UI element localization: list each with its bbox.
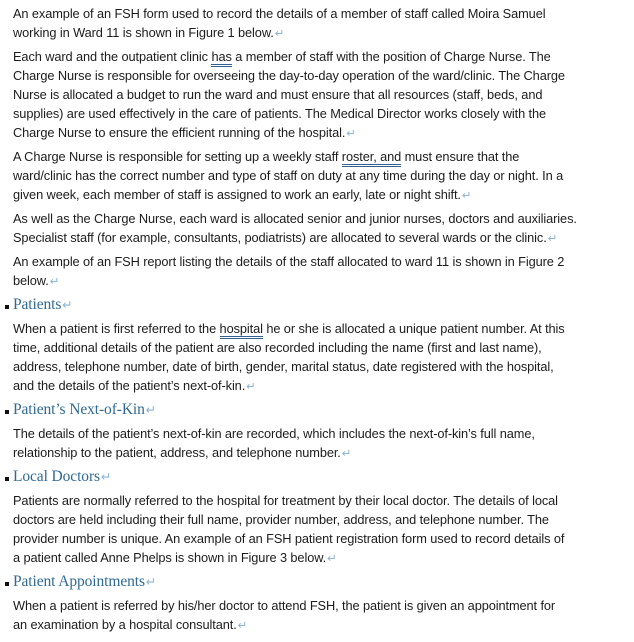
- paragraph-mark-icon: ↵: [246, 379, 256, 393]
- paragraph-mark-icon: ↵: [62, 297, 73, 312]
- paragraph: [13, 47, 628, 142]
- section-heading-label: Patient’s Next-of-Kin: [13, 401, 145, 418]
- paragraph-line: [13, 615, 628, 634]
- paragraph-line: [13, 47, 628, 66]
- text-run: When a patient is first referred to the: [13, 321, 220, 336]
- text-run: Each ward and the outpatient clinic: [13, 49, 212, 64]
- text-run: ward/clinic has the correct number and type of staff on duty at any time during the day or night. In a: [13, 168, 564, 183]
- text-run: When a patient is referred by his/her doctor to attend FSH, the patient is given an appointment for: [13, 598, 556, 613]
- square-bullet-icon: [5, 582, 9, 586]
- text-run: doctors are held including their full name, provider number, address, and telephone number. The: [13, 512, 549, 527]
- text-run: must ensure that the: [401, 149, 520, 164]
- paragraph-line: [13, 443, 628, 462]
- paragraph-line: [13, 271, 628, 290]
- text-run: An example of an FSH report listing the details of the staff allocated to ward 11 is shown in Figure 2: [13, 254, 565, 269]
- paragraph-line: [13, 510, 628, 529]
- text-run: The details of the patient’s next-of-kin are recorded, which includes the next-of-kin’s full name,: [13, 426, 535, 441]
- paragraph-line: [13, 209, 628, 228]
- paragraph-mark-icon: ↵: [547, 231, 558, 245]
- paragraph-line: [13, 185, 628, 204]
- paragraph-mark-icon: ↵: [327, 551, 337, 565]
- text-run: A Charge Nurse is responsible for setting up a weekly staff: [13, 149, 342, 164]
- section-heading-label: Patient Appointments: [13, 573, 145, 590]
- paragraph-line: [13, 85, 628, 104]
- text-run: working in Ward 11 is shown in Figure 1 below.: [13, 25, 274, 40]
- text-run: a patient called Anne Phelps is shown in Figure 3 below.: [13, 550, 327, 565]
- text-run: Patients are normally referred to the hospital for treatment by their local doctor. The details of local: [13, 493, 558, 508]
- paragraph-line: [13, 529, 628, 548]
- text-run: a member of staff with the position of Charge Nurse. The: [231, 49, 551, 64]
- paragraph-line: [13, 104, 628, 123]
- text-run: As well as the Charge Nurse, each ward is allocated senior and junior nurses, doctors and auxiliaries.: [13, 211, 577, 226]
- paragraph-line: [13, 424, 628, 443]
- paragraph-line: [13, 376, 628, 395]
- text-run: Specialist staff (for example, consultants, podiatrists) are allocated to several wards or the clinic.: [13, 230, 547, 245]
- paragraph: [13, 319, 628, 395]
- paragraph: [13, 147, 628, 204]
- text-run: he or she is allocated a unique patient number. At this: [262, 321, 565, 336]
- text-run: given week, each member of staff is assigned to work an early, late or night shift.: [13, 187, 461, 202]
- grammar-underlined-text: roster, and: [342, 149, 401, 167]
- text-run: relationship to the patient, address, and telephone number.: [13, 445, 341, 460]
- paragraph-line: [13, 66, 628, 85]
- text-run: supplies) are used effectively in the care of patients. The Medical Director works closely with the: [13, 106, 547, 121]
- text-run: an examination by a hospital consultant.: [13, 617, 237, 632]
- text-run: An example of an FSH form used to record the details of a member of staff called Moira Samuel: [13, 6, 546, 21]
- paragraph-line: [13, 252, 628, 271]
- paragraph-line: [13, 166, 628, 185]
- paragraph-mark-icon: ↵: [341, 446, 352, 460]
- paragraph: [13, 252, 628, 290]
- section-heading: [13, 572, 628, 592]
- paragraph: [13, 209, 628, 247]
- paragraph-mark-icon: ↵: [49, 274, 60, 288]
- paragraph-line: [13, 491, 628, 510]
- paragraph-line: [13, 338, 628, 357]
- section-heading-label: Local Doctors: [13, 468, 100, 485]
- square-bullet-icon: [5, 477, 9, 481]
- text-run: time, additional details of the patient are also recorded including the name (first and last name),: [13, 340, 542, 355]
- paragraph-line: [13, 228, 628, 247]
- paragraph-mark-icon: ↵: [145, 574, 157, 589]
- section-heading: [13, 400, 628, 420]
- section-heading-label: Patients: [13, 296, 62, 313]
- paragraph-line: [13, 596, 628, 615]
- text-run: provider number is unique. An example of an FSH patient registration form used to record details of: [13, 531, 565, 546]
- grammar-underlined-text: has: [211, 49, 231, 67]
- paragraph: [13, 4, 628, 42]
- paragraph-line: [13, 147, 628, 166]
- paragraph-mark-icon: ↵: [145, 402, 157, 417]
- section-heading: [13, 295, 628, 315]
- paragraph: [13, 596, 628, 634]
- square-bullet-icon: [5, 305, 9, 309]
- paragraph-mark-icon: ↵: [346, 126, 356, 140]
- paragraph-line: [13, 23, 628, 42]
- paragraph-line: [13, 548, 628, 567]
- paragraph-mark-icon: ↵: [237, 618, 248, 632]
- text-run: Charge Nurse to ensure the efficient running of the hospital.: [13, 125, 346, 140]
- paragraph: [13, 424, 628, 462]
- paragraph-line: [13, 357, 628, 376]
- text-run: and the details of the patient’s next-of-kin.: [13, 378, 246, 393]
- paragraph-line: [13, 319, 628, 338]
- square-bullet-icon: [5, 410, 9, 414]
- text-run: address, telephone number, date of birth, gender, marital status, date registered with the hospital,: [13, 359, 554, 374]
- section-heading: [13, 467, 628, 487]
- paragraph-mark-icon: ↵: [100, 469, 112, 484]
- text-run: Nurse is allocated a budget to run the ward and must ensure that all resources (staff, beds, and: [13, 87, 543, 102]
- grammar-underlined-text: hospital: [220, 321, 263, 339]
- text-run: Charge Nurse is responsible for overseeing the day-to-day operation of the ward/clinic. The Charge: [13, 68, 565, 83]
- paragraph-mark-icon: ↵: [461, 188, 472, 202]
- paragraph: [13, 491, 628, 567]
- text-run: below.: [13, 273, 49, 288]
- paragraph-line: [13, 123, 628, 142]
- paragraph-line: [13, 4, 628, 23]
- paragraph-mark-icon: ↵: [274, 26, 285, 40]
